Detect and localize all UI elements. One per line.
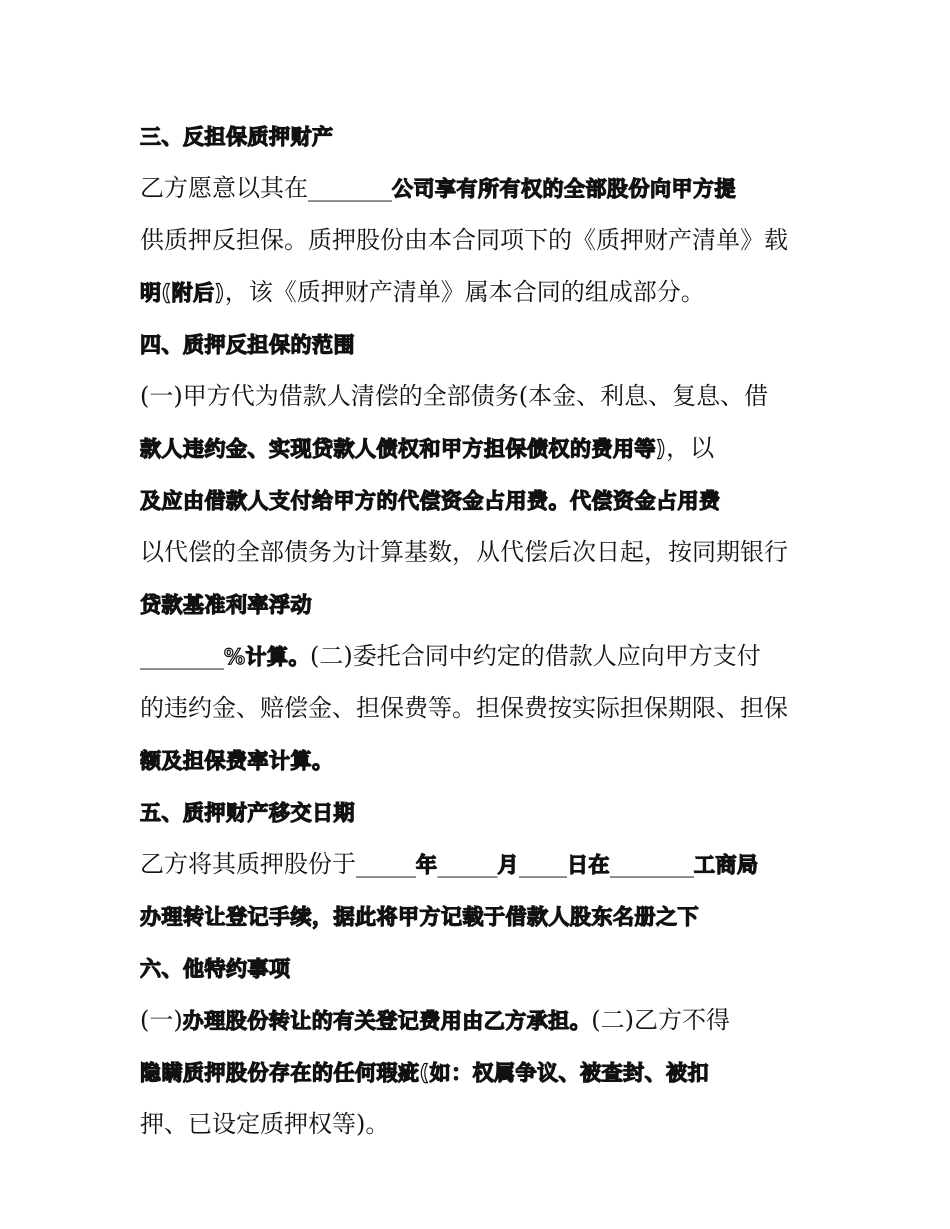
text-line — [140, 838, 820, 890]
text-line — [140, 422, 820, 474]
outlined-text-segment: 隐瞒质押股份存在的任何瑕疵(如：权属争议、被查封、被扣 — [140, 1061, 710, 1085]
text-segment: ，该《质押财产清单》属本合同的组成部分。 — [224, 278, 705, 306]
text-line — [140, 318, 820, 370]
outlined-text-segment: 工商局 — [694, 853, 759, 877]
outlined-text-segment: 年 — [416, 853, 438, 877]
text-line — [140, 630, 820, 682]
text-segment: _______ — [610, 850, 694, 878]
text-line — [140, 214, 820, 266]
text-segment: ，以 — [666, 434, 715, 462]
text-line — [140, 786, 820, 838]
outlined-text-segment: 办理转让登记手续，据此将甲方记载于借款人股东名册之下 — [140, 905, 699, 929]
text-line — [140, 578, 820, 630]
text-segment: 以代偿的全部债务为计算基数，从代偿后次日起，按同期银行 — [140, 538, 788, 566]
outlined-text-segment: %计算。 — [224, 645, 311, 669]
text-line — [140, 266, 820, 318]
text-segment: ____ — [519, 850, 567, 878]
text-line — [140, 370, 820, 422]
text-segment: 乙方将其质押股份于_____ — [140, 850, 416, 878]
outlined-text-segment: 五、质押财产移交日期 — [140, 801, 355, 825]
outlined-text-segment: 贷款基准利率浮动 — [140, 593, 312, 617]
text-segment: (二)委托合同中约定的借款人应向甲方支付 — [310, 642, 761, 670]
text-segment: (二)乙方不得 — [591, 1006, 730, 1034]
text-line — [140, 110, 820, 162]
document-body — [140, 110, 820, 1150]
outlined-text-segment: 六、他特约事项 — [140, 957, 291, 981]
text-line — [140, 890, 820, 942]
outlined-text-segment: 办理股份转让的有关登记费用由乙方承担。 — [182, 1009, 592, 1033]
outlined-text-segment: 四、质押反担保的范围 — [140, 333, 355, 357]
outlined-text-segment: 额及担保费率计算。 — [140, 749, 334, 773]
text-line — [140, 1046, 820, 1098]
text-line — [140, 526, 820, 578]
outlined-text-segment: 款人违约金、实现贷款人债权和甲方担保债权的费用等) — [140, 437, 667, 461]
text-segment: (一) — [140, 1006, 183, 1034]
text-line — [140, 942, 820, 994]
text-segment: _____ — [437, 850, 498, 878]
text-segment: 的违约金、赔偿金、担保费等。担保费按实际担保期限、担保 — [140, 694, 788, 722]
outlined-text-segment: 公司享有所有权的全部股份向甲方提 — [392, 177, 736, 201]
text-line — [140, 474, 820, 526]
outlined-text-segment: 月 — [497, 853, 519, 877]
outlined-text-segment: 明(附后) — [140, 281, 225, 305]
text-line — [140, 162, 820, 214]
text-line — [140, 1098, 820, 1150]
text-line — [140, 994, 820, 1046]
text-line — [140, 682, 820, 734]
text-line — [140, 734, 820, 786]
outlined-text-segment: 及应由借款人支付给甲方的代偿资金占用费。代偿资金占用费 — [140, 489, 721, 513]
text-segment: (一)甲方代为借款人清偿的全部债务(本金、利息、复息、借 — [140, 382, 769, 410]
text-segment: 供质押反担保。质押股份由本合同项下的《质押财产清单》载 — [140, 226, 788, 254]
outlined-text-segment: 日在 — [567, 853, 610, 877]
text-segment: 押、已设定质押权等)。 — [140, 1110, 390, 1138]
outlined-text-segment: 三、反担保质押财产 — [140, 125, 334, 149]
text-segment: 乙方愿意以其在_______ — [140, 174, 392, 202]
text-segment: _______ — [140, 642, 224, 670]
